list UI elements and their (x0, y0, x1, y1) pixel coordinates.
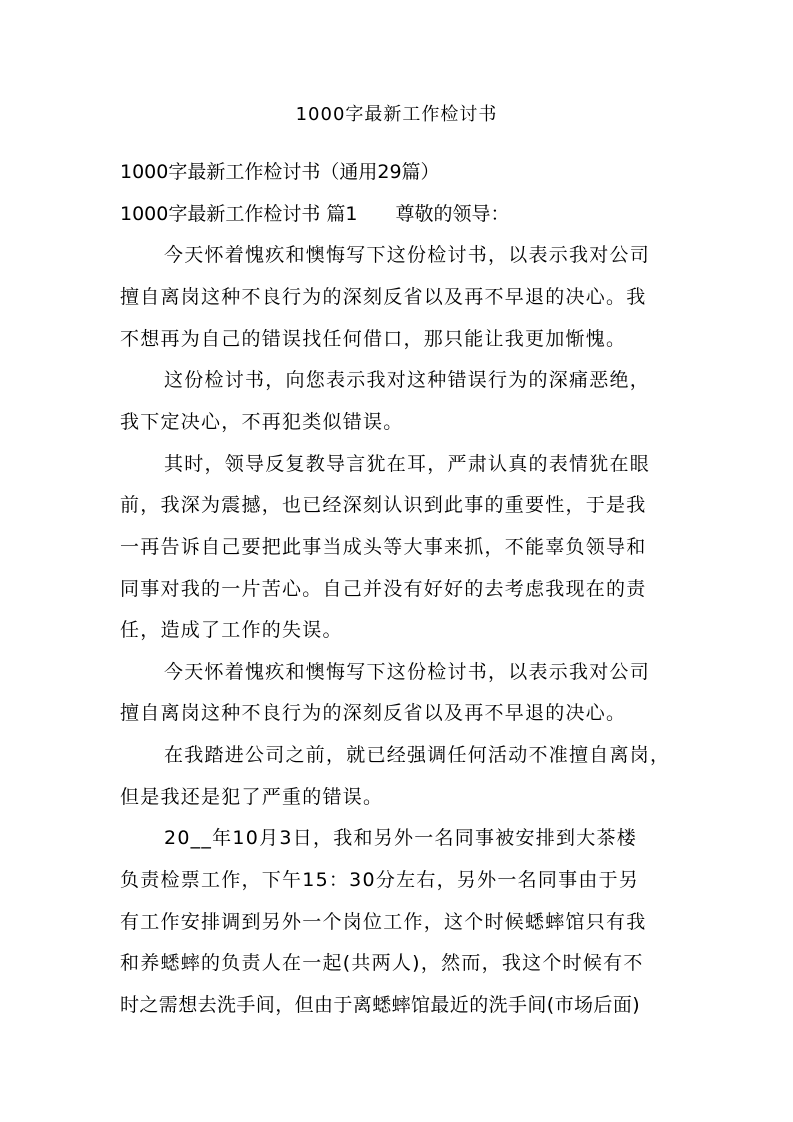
section-heading-line (120, 200, 510, 228)
paragraph-line: 我下定决心，不再犯类似错误。 (120, 411, 404, 433)
paragraph-line: 和养蟋蟀的负责人在一起(共两人)，然而，我这个时候有不 (120, 952, 644, 974)
paragraph-line: 擅自离岗这种不良行为的深刻反省以及再不早退的决心。我 (120, 286, 647, 308)
paragraph-line: 一再告诉自己要把此事当成头等大事来抓，不能辜负领导和 (120, 536, 647, 558)
salutation: 尊敬的领导： (395, 203, 510, 225)
paragraph-line: 同事对我的一片苦心。自己并没有好好的去考虑我现在的责 (120, 578, 647, 600)
paragraph-line: 前，我深为震撼，也已经深刻认识到此事的重要性，于是我 (120, 494, 647, 516)
document-title: 1000字最新工作检讨书 (295, 104, 498, 125)
section-heading: 1000字最新工作检讨书 篇1 (120, 203, 358, 225)
paragraph-line: 这份检讨书，向您表示我对这种错误行为的深痛恶绝， (164, 369, 651, 391)
paragraph-line: 其时，领导反复教导言犹在耳，严肃认真的表情犹在眼 (164, 453, 651, 475)
paragraph-line: 有工作安排调到另外一个岗位工作，这个时候蟋蟀馆只有我 (120, 911, 647, 933)
paragraph-line: 负责检票工作，下午15：30分左右，另外一名同事由于另 (120, 869, 640, 891)
paragraph-line: 时之需想去洗手间，但由于离蟋蟀馆最近的洗手间(市场后面) (120, 994, 641, 1016)
document-subtitle: 1000字最新工作检讨书（通用29篇） (120, 161, 440, 183)
paragraph-line: 20__年10月3日，我和另外一名同事被安排到大茶楼 (164, 827, 637, 849)
paragraph-line: 擅自离岗这种不良行为的深刻反省以及再不早退的决心。 (120, 702, 627, 724)
paragraph-line: 但是我还是犯了严重的错误。 (120, 786, 384, 808)
paragraph-line: 不想再为自己的错误找任何借口，那只能让我更加惭愧。 (120, 328, 627, 350)
paragraph-line: 在我踏进公司之前，就已经强调任何活动不准擅自离岗， (164, 744, 671, 766)
paragraph-line: 任，造成了工作的失误。 (120, 619, 343, 641)
paragraph-line: 今天怀着愧疚和懊悔写下这份检讨书，以表示我对公司 (164, 244, 651, 266)
paragraph-line: 今天怀着愧疚和懊悔写下这份检讨书，以表示我对公司 (164, 661, 651, 683)
